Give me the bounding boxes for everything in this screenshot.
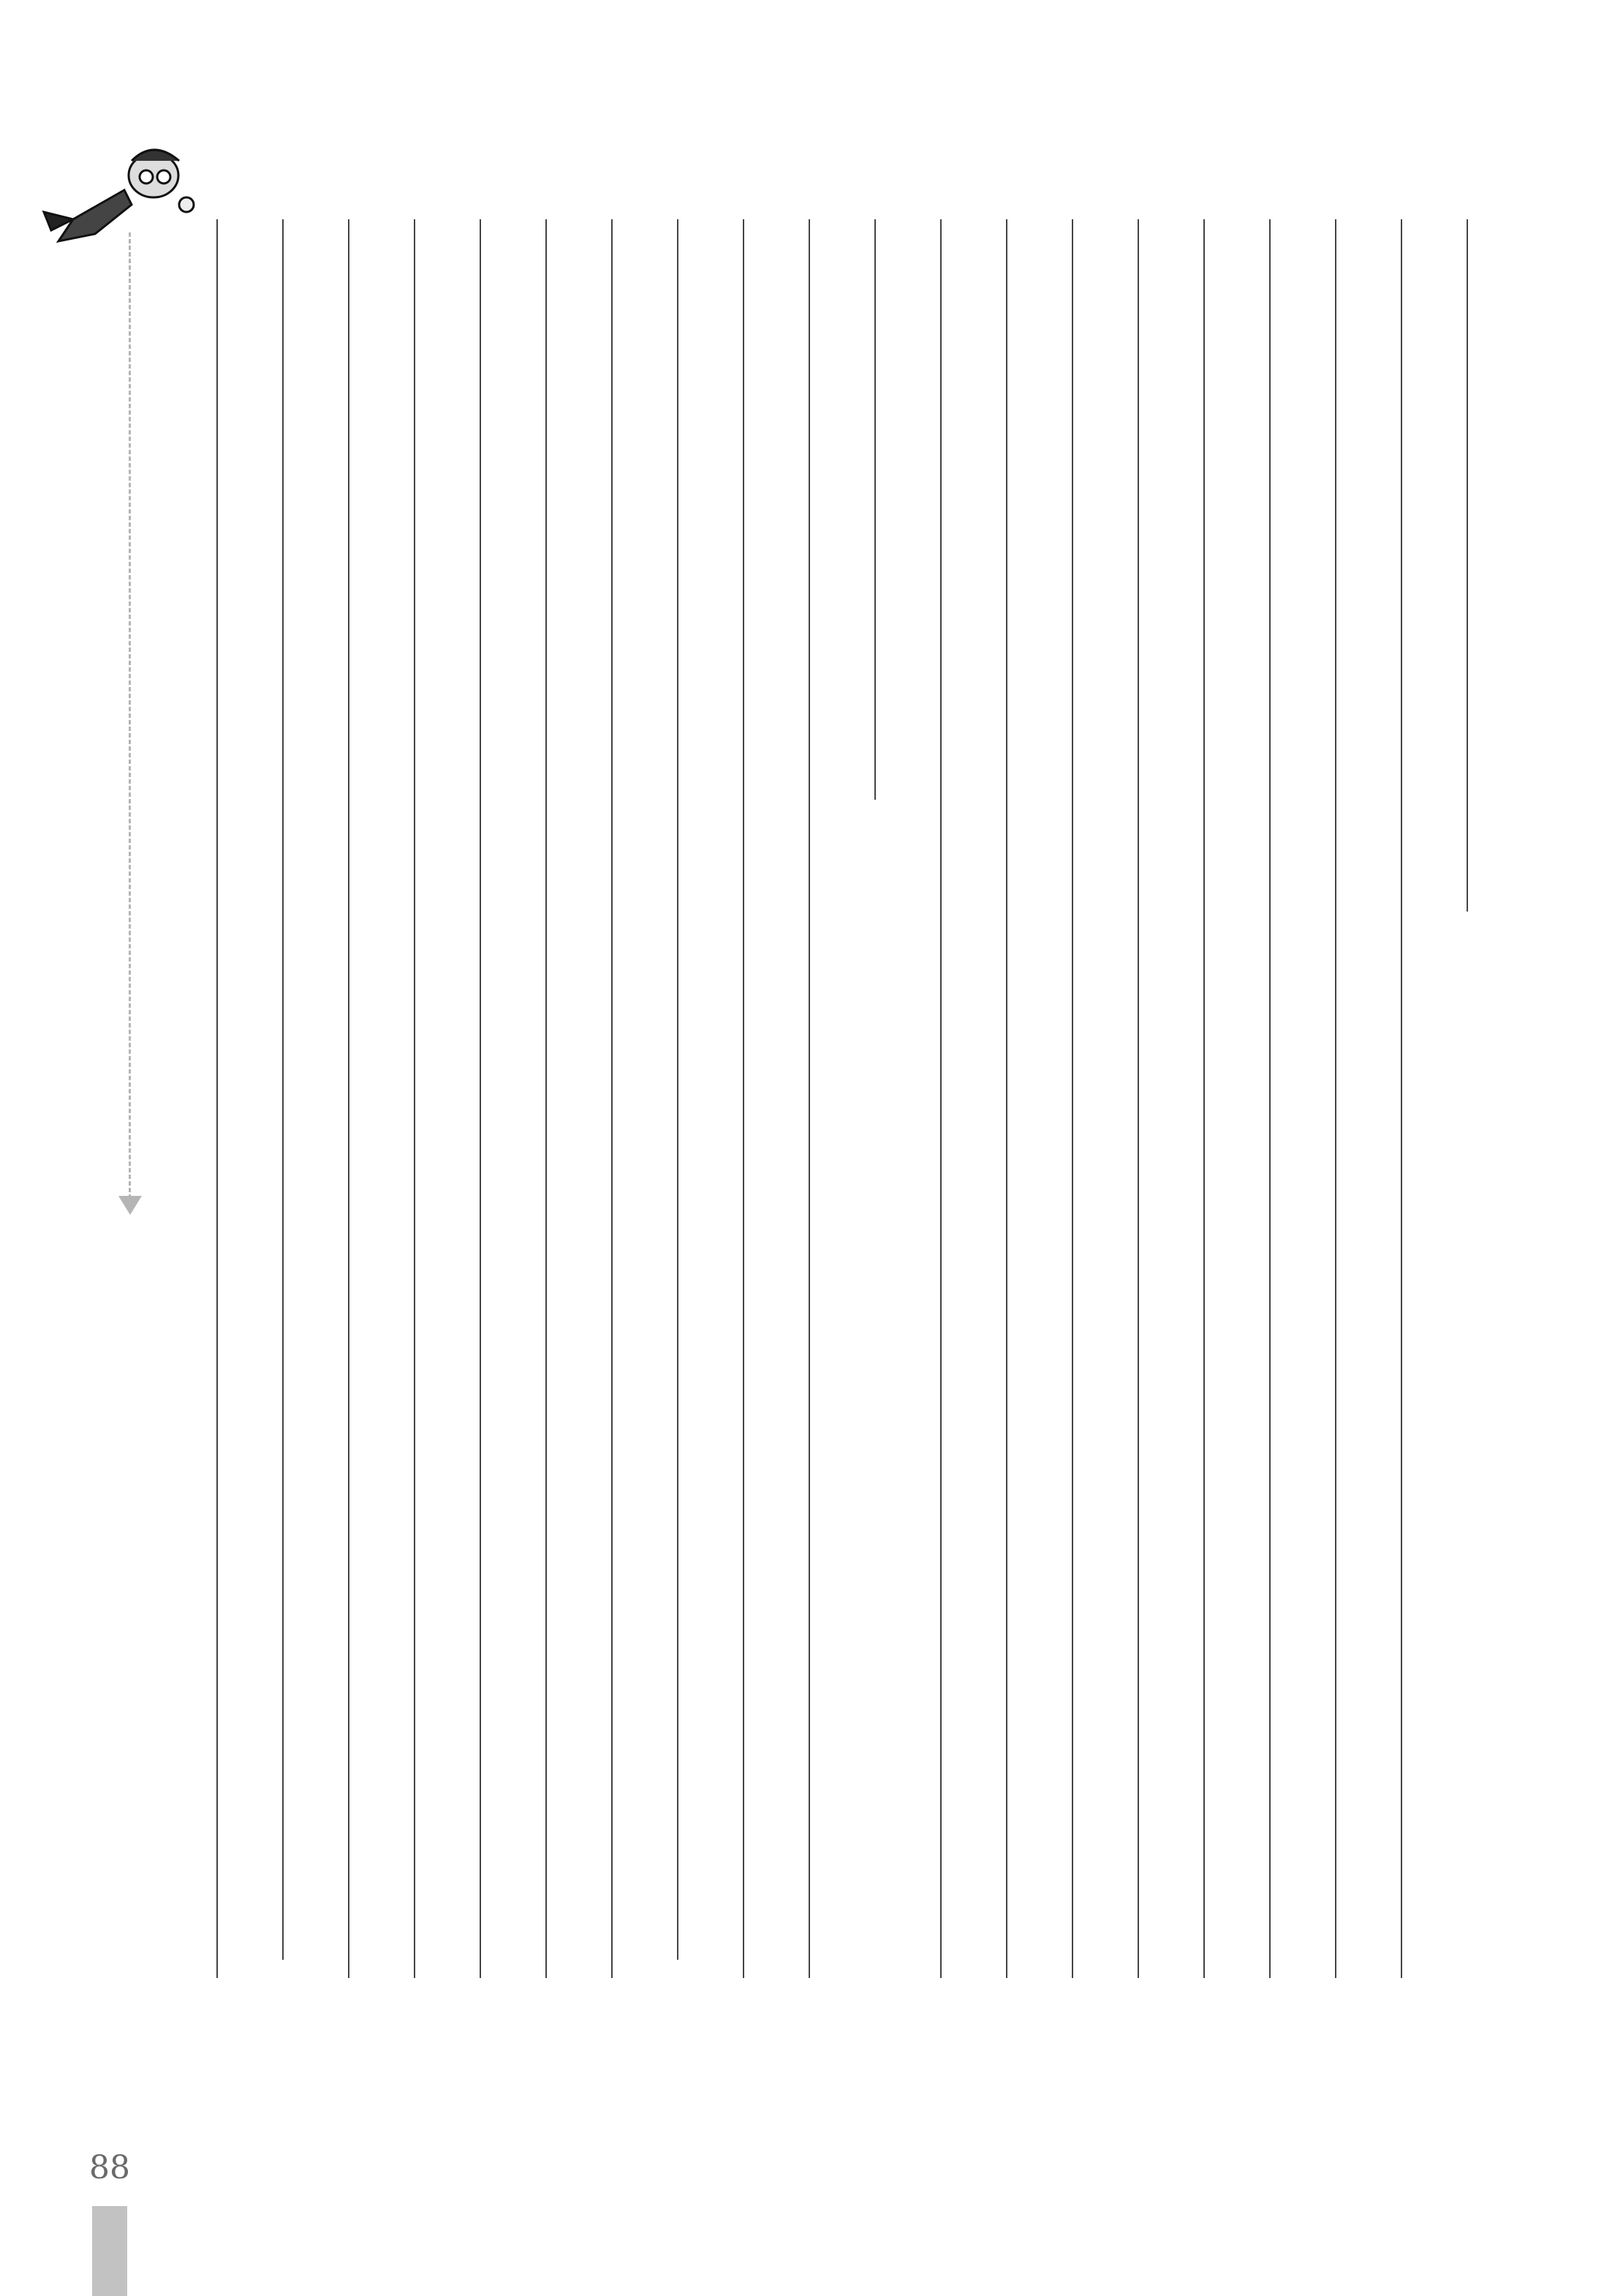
script-line <box>1401 219 1402 1978</box>
text-column <box>1303 219 1369 2091</box>
text-column <box>1369 219 1434 2091</box>
script-line <box>282 219 284 1960</box>
script-line <box>874 219 876 800</box>
script-line <box>940 219 942 1978</box>
script-line <box>1006 219 1007 1978</box>
text-column <box>1040 219 1105 2091</box>
script-line <box>545 219 547 1978</box>
script-line <box>1072 219 1073 1978</box>
script-line <box>414 219 415 1978</box>
script-line <box>1467 219 1468 912</box>
text-column <box>776 219 842 2091</box>
body-text <box>184 219 1500 2091</box>
text-column <box>842 219 908 2091</box>
script-line <box>1269 219 1271 1978</box>
script-line <box>216 219 218 1978</box>
script-line <box>1138 219 1139 1978</box>
script-line <box>677 219 678 1960</box>
text-column <box>447 219 513 2091</box>
text-column <box>908 219 974 2091</box>
script-line <box>743 219 744 1978</box>
script-line <box>348 219 349 1978</box>
text-column <box>1171 219 1237 2091</box>
text-column <box>1237 219 1303 2091</box>
text-column <box>645 219 711 2091</box>
triangle-marker-icon <box>118 1196 142 1215</box>
text-column <box>513 219 579 2091</box>
side-tab <box>92 2206 127 2296</box>
page-number: 88 <box>89 2149 130 2186</box>
script-line <box>809 219 810 1978</box>
text-column <box>974 219 1040 2091</box>
text-column <box>382 219 447 2091</box>
text-column <box>711 219 776 2091</box>
text-column <box>316 219 382 2091</box>
text-column <box>250 219 316 2091</box>
script-line <box>1203 219 1205 1978</box>
running-header <box>94 241 120 1184</box>
script-line <box>1335 219 1336 1978</box>
header-dashed-rule <box>129 232 131 1212</box>
script-line <box>480 219 481 1978</box>
text-column <box>1434 219 1500 2091</box>
text-column <box>579 219 645 2091</box>
script-line <box>611 219 613 1978</box>
text-column <box>184 219 250 2091</box>
text-column <box>1105 219 1171 2091</box>
cartoon-boy-icon <box>29 132 197 256</box>
